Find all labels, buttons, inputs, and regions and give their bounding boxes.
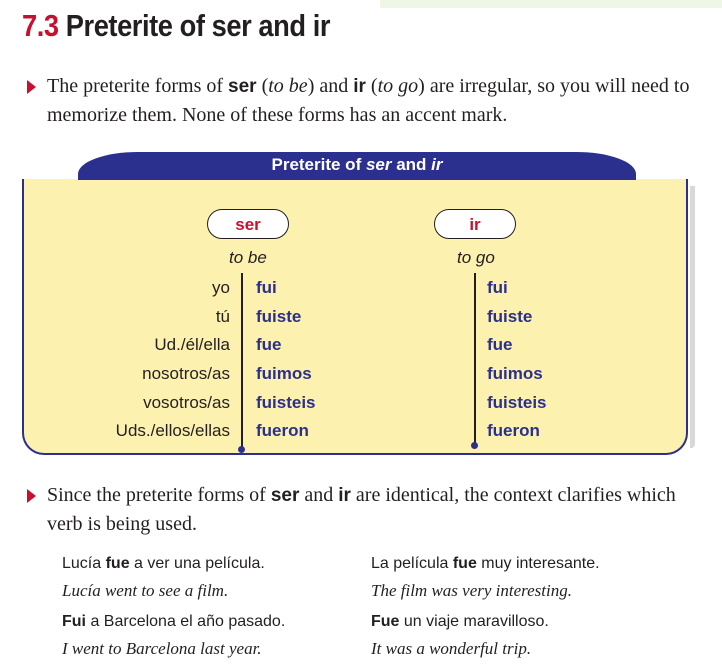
gloss-ir: to go — [457, 248, 495, 267]
bullet-arrow-icon — [27, 80, 36, 94]
example-spanish: Lucía fue a ver una película. — [62, 555, 265, 572]
pronoun-yo: yo — [212, 278, 230, 297]
ser-form-uds: fueron — [256, 421, 309, 440]
example-translation: I went to Barcelona last year. — [62, 639, 262, 658]
section-number: 7.3 — [22, 8, 59, 43]
example-translation: It was a wonderful trip. — [371, 639, 532, 658]
section-title-text: Preterite of ser and ir — [65, 8, 331, 43]
term-ser: ser — [270, 485, 300, 506]
intro-paragraph: The preterite forms of ser (to be) and ir (to go) are irregular, so you will need to memorize them. None of these forms has an accent mark. — [47, 75, 690, 126]
pronoun-vosotros: vosotros/as — [143, 393, 230, 412]
table-heading-bar — [78, 152, 636, 180]
term-ir: ir — [338, 485, 351, 506]
ir-form-yo: fui — [487, 278, 508, 297]
example-translation: The film was very interesting. — [371, 581, 572, 600]
note-paragraph: Since the preterite forms of ser and ir are identical, the context clarifies which verb is being used. — [47, 484, 676, 535]
conjugation-panel — [22, 179, 688, 455]
ser-form-yo: fui — [256, 278, 277, 297]
example-spanish: Fui a Barcelona el año pasado. — [62, 613, 286, 630]
ir-form-uds: fueron — [487, 421, 540, 440]
ser-form-tu: fuiste — [256, 307, 302, 326]
ir-form-ud: fue — [487, 335, 513, 354]
term-ir: ir — [353, 76, 366, 97]
gloss-ser: to be — [229, 248, 267, 267]
verb-pill-ir: ir — [434, 209, 516, 239]
verb-pill-ser: ser — [207, 209, 289, 239]
ir-form-tu: fuiste — [487, 307, 533, 326]
pronoun-nosotros: nosotros/as — [142, 364, 230, 383]
ser-form-vosotros: fuisteis — [256, 393, 316, 412]
header-strip — [380, 0, 722, 8]
section-title — [22, 8, 330, 48]
panel-shadow — [690, 186, 695, 448]
divider-ser — [241, 273, 243, 449]
ser-form-ud: fue — [256, 335, 282, 354]
divider-ser-end-dot — [238, 446, 245, 453]
example-spanish: Fue un viaje maravilloso. — [371, 613, 549, 630]
table-heading: Preterite of ser and ir — [271, 155, 443, 174]
divider-ir — [474, 273, 476, 445]
ir-form-nosotros: fuimos — [487, 364, 543, 383]
pronoun-tu: tú — [215, 307, 230, 326]
pronoun-ud: Ud./él/ella — [154, 335, 230, 354]
divider-ir-end-dot — [471, 442, 478, 449]
ser-form-nosotros: fuimos — [256, 364, 312, 383]
pronoun-uds: Uds./ellos/ellas — [115, 421, 230, 440]
example-spanish: La película fue muy interesante. — [371, 555, 600, 572]
example-translation: Lucía went to see a film. — [62, 581, 229, 600]
bullet-arrow-icon — [27, 489, 36, 503]
ir-form-vosotros: fuisteis — [487, 393, 547, 412]
term-ser: ser — [228, 76, 257, 97]
